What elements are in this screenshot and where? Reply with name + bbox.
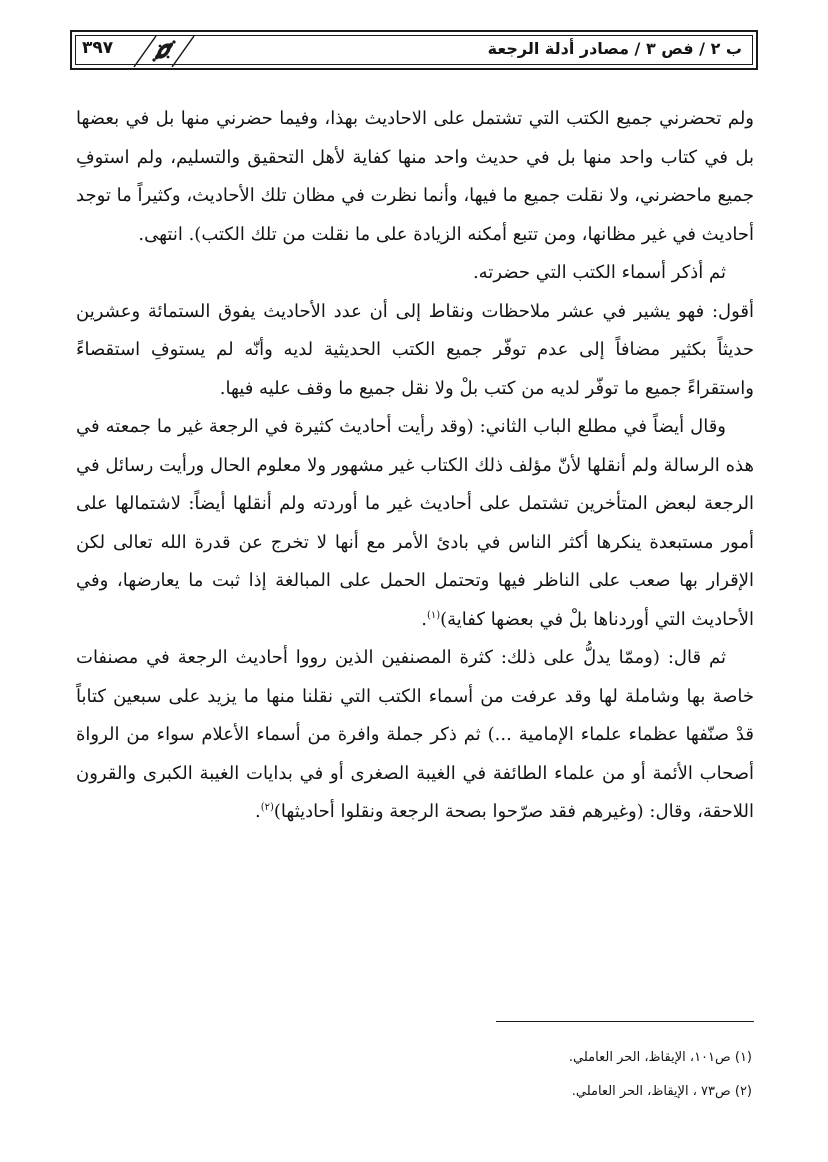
paragraph bbox=[76, 639, 754, 832]
footnote-ref-1: (١) bbox=[426, 609, 441, 621]
paragraph-text: ثم قال: (وممّا يدلُّ على ذلك: كثرة المصنفين الذين رووا أحاديث الرجعة في مصنفات خاصة بها وشاملة لها وقد عرفت من أسماء الكتب التي نقلنا منها ما يزيد على سبعين كتاباً قدْ صنّفها عظماء علماء الإمامية ...) ثم ذكر جملة وافرة من أسماء الأعلام سواء من الرواة أصحاب الأئمة أو من علماء الطائفة في الغيبة الصغرى أو في بدايات الغيبة الكبرى والقرون اللاحقة، وقال: (وغيرهم فقد صرّحوا بصحة الرجعة ونقلوا أحاديثها) bbox=[76, 647, 754, 822]
main-text bbox=[76, 100, 754, 832]
page-number: ٣٩٧ bbox=[82, 38, 114, 58]
paragraph: ثم أذكر أسماء الكتب التي حضرته. bbox=[472, 262, 726, 283]
header-title: ب ٢ / فص ٣ / مصادر أدلة الرجعة bbox=[487, 39, 742, 58]
footnote-2: (٢) ص٧٣ ، الإيقاظ، الحر العاملي. bbox=[571, 1084, 752, 1099]
paragraph-end: . bbox=[254, 801, 261, 822]
footnote-ref-2: (٢) bbox=[260, 802, 274, 813]
paragraph: أقول: فهو يشير في عشر ملاحظات ونقاط إلى أن عدد الأحاديث يفوق الستمائة وعشرين حديثاً بكثير مضافاً إلى عدم توفّر جميع الكتب الحديثية لديه وأنّه لم يستوفِ استقصاءً واستقراءً جميع ما توفّر لديه من كتب بلْ ولا نقل جميع ما وقف عليه فيها. bbox=[76, 300, 754, 399]
paragraph-end: . bbox=[421, 608, 427, 630]
footnote-1: (١) ص١٠١، الإيقاظ، الحر العاملي. bbox=[568, 1050, 752, 1065]
footnote-divider bbox=[496, 1021, 754, 1022]
floral-ornament-icon bbox=[130, 34, 198, 68]
paragraph-text: وقال أيضاً في مطلع الباب الثاني: (وقد رأيت أحاديث كثيرة في الرجعة غير ما جمعته في هذه الرسالة ولم أنقلها لأنّ مؤلف ذلك الكتاب غير مشهور ولا معلوم الحال ورأيت رسائل في الرجعة لبعض المتأخرين تشتمل على أحاديث غير ما أوردته ولم أنقلها أيضاً: لاشتمالها على أمور مستبعدة ينكرها أكثر الناس في بادئ الأمر مع أنها لا تخرج عن قدرة الله تعالى لكن الإقرار بها صعب على الناظر فيها وتحتمل الحمل على المبالغة إذا ثبت ما يعارضها، وفي الأحاديث التي أوردناها بلْ في بعضها كفاية) bbox=[76, 416, 754, 630]
paragraph bbox=[76, 408, 754, 639]
footnotes bbox=[569, 1041, 752, 1109]
page-header bbox=[70, 30, 758, 70]
paragraph: ولم تحضرني جميع الكتب التي تشتمل على الاحاديث بهذا، وفيما حضرني منها بل في بعضها بل في كتاب واحد منها بل في حديث واحد منها كفاية لأهل التحقيق والتسليم، ولم استوفِ جميع ماحضرني، ولا نقلت جميع ما فيها، وأنما نظرت في مظان تلك الأحاديث، وكثيراً ما توجد أحاديث في غير مظانها، ومن تتبع أمكنه الزيادة على ما نقلت من تلك الكتب). انتهى. bbox=[76, 108, 754, 245]
